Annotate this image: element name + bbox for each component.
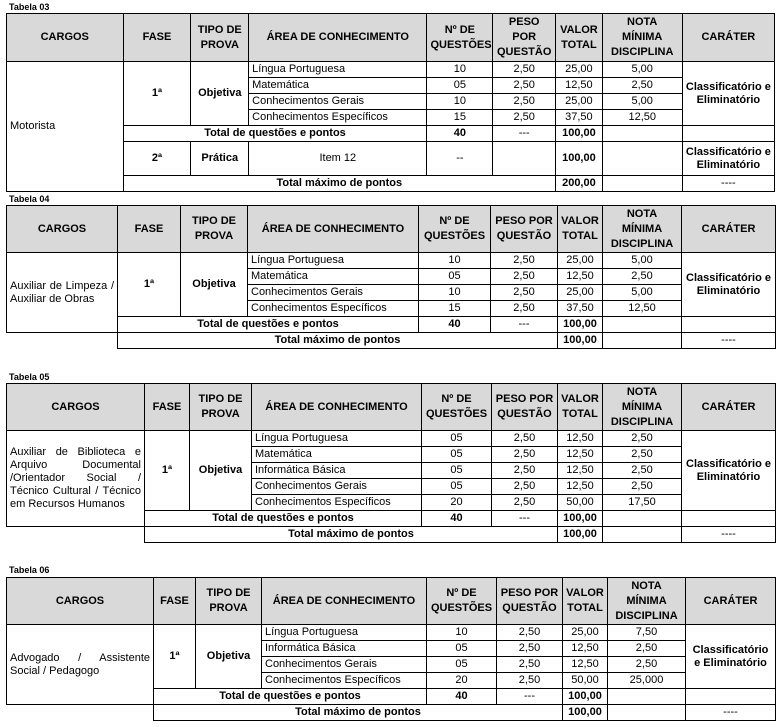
peso-cell: 2,50 bbox=[491, 301, 558, 317]
nota-cell: 5,00 bbox=[602, 94, 682, 110]
table-03-title: Tabela 03 bbox=[9, 2, 50, 12]
header-valor: VALOR TOTAL bbox=[563, 578, 608, 625]
header-num: Nº DE QUESTÕES bbox=[427, 14, 493, 62]
total-valor: 200,00 bbox=[556, 176, 603, 192]
valor-cell: 12,50 bbox=[558, 447, 603, 463]
area-cell: Informática Básica bbox=[262, 641, 427, 657]
area-cell: Língua Portuguesa bbox=[248, 253, 419, 269]
total-carater: ---- bbox=[682, 176, 774, 192]
num-cell: 05 bbox=[427, 78, 493, 94]
valor-cell: 12,50 bbox=[563, 657, 608, 673]
valor-cell: 25,00 bbox=[563, 625, 608, 641]
header-fase: FASE bbox=[118, 206, 181, 253]
valor-cell: 12,50 bbox=[558, 463, 603, 479]
nota-cell: 2,50 bbox=[603, 447, 682, 463]
header-cargos: CARGOS bbox=[7, 384, 145, 431]
total-label: Total máximo de pontos bbox=[118, 333, 558, 349]
fase-cell: 1ª bbox=[154, 625, 196, 689]
header-tipo: TIPO DE PROVA bbox=[190, 384, 252, 431]
valor-cell: 50,00 bbox=[563, 673, 608, 689]
empty-cell bbox=[682, 511, 776, 527]
nota-cell: 17,50 bbox=[603, 495, 682, 511]
area-cell: Informática Básica bbox=[252, 463, 422, 479]
table-03 bbox=[6, 13, 775, 192]
subtotal-valor: 100,00 bbox=[563, 689, 608, 705]
peso-cell: 2,50 bbox=[497, 641, 563, 657]
header-carater: CARÁTER bbox=[682, 206, 776, 253]
total-valor: 100,00 bbox=[558, 527, 603, 543]
empty-cell bbox=[608, 705, 686, 721]
nota-cell: 2,50 bbox=[603, 463, 682, 479]
num-cell: 15 bbox=[427, 110, 493, 126]
area-cell: Conhecimentos Gerais bbox=[252, 479, 422, 495]
subtotal-valor: 100,00 bbox=[558, 511, 603, 527]
peso-cell: 2,50 bbox=[491, 253, 558, 269]
peso-cell: 2,50 bbox=[497, 673, 563, 689]
area-cell: Item 12 bbox=[249, 142, 427, 176]
valor-cell: 12,50 bbox=[558, 269, 603, 285]
table-05-title: Tabela 05 bbox=[9, 372, 50, 382]
fase-cell: 1ª bbox=[123, 62, 191, 126]
total-label: Total máximo de pontos bbox=[154, 705, 563, 721]
area-cell: Conhecimentos Gerais bbox=[248, 285, 419, 301]
tipo-cell: Objetiva bbox=[196, 625, 262, 689]
valor-cell: 12,50 bbox=[556, 78, 603, 94]
subtotal-num: 40 bbox=[419, 317, 491, 333]
area-cell: Conhecimentos Gerais bbox=[262, 657, 427, 673]
table-row bbox=[7, 62, 775, 78]
table-row bbox=[7, 253, 776, 269]
carater-cell: Classificatório e Eliminatório bbox=[682, 62, 774, 126]
peso-cell: 2,50 bbox=[493, 110, 556, 126]
area-cell: Língua Portuguesa bbox=[249, 62, 427, 78]
subtotal-num: 40 bbox=[427, 689, 497, 705]
nota-cell: 2,50 bbox=[608, 657, 686, 673]
num-cell: 20 bbox=[427, 673, 497, 689]
area-cell: Língua Portuguesa bbox=[262, 625, 427, 641]
valor-cell: 37,50 bbox=[556, 110, 603, 126]
nota-cell: 25,000 bbox=[608, 673, 686, 689]
header-tipo: TIPO DE PROVA bbox=[181, 206, 248, 253]
tipo-cell: Objetiva bbox=[181, 253, 248, 317]
total-row bbox=[7, 705, 776, 721]
header-num: Nº DE QUESTÕES bbox=[427, 578, 497, 625]
header-nota: NOTA MÍNIMA DISCIPLINA bbox=[608, 578, 686, 625]
nota-cell: 2,50 bbox=[602, 78, 682, 94]
subtotal-label: Total de questões e pontos bbox=[145, 511, 422, 527]
subtotal-valor: 100,00 bbox=[558, 317, 603, 333]
num-cell: 10 bbox=[419, 285, 491, 301]
total-carater: ---- bbox=[686, 705, 776, 721]
empty-cell bbox=[686, 689, 776, 705]
area-cell: Conhecimentos Específicos bbox=[249, 110, 427, 126]
tipo-cell: Objetiva bbox=[191, 62, 249, 126]
fase-cell: 1ª bbox=[118, 253, 181, 317]
header-peso: PESO POR QUESTÃO bbox=[493, 14, 556, 62]
table-06 bbox=[6, 577, 776, 721]
header-nota: NOTA MÍNIMA DISCIPLINA bbox=[603, 206, 682, 253]
num-cell: -- bbox=[427, 142, 493, 176]
header-cargos: CARGOS bbox=[7, 14, 124, 62]
total-valor: 100,00 bbox=[563, 705, 608, 721]
nota-cell: 2,50 bbox=[603, 269, 682, 285]
header-carater: CARÁTER bbox=[686, 578, 776, 625]
area-cell: Conhecimentos Específicos bbox=[248, 301, 419, 317]
cargo-cell: Auxiliar de Biblioteca e Arquivo Documental /Orientador Social / Técnico Cultural / Técnico em Recursos Humanos bbox=[7, 431, 145, 527]
empty-cell bbox=[603, 527, 682, 543]
peso-cell: 2,50 bbox=[497, 657, 563, 673]
valor-cell: 50,00 bbox=[558, 495, 603, 511]
total-carater: ---- bbox=[682, 333, 776, 349]
area-cell: Língua Portuguesa bbox=[252, 431, 422, 447]
empty-cell bbox=[682, 317, 776, 333]
subtotal-peso: --- bbox=[491, 317, 558, 333]
subtotal-label: Total de questões e pontos bbox=[154, 689, 427, 705]
num-cell: 15 bbox=[419, 301, 491, 317]
header-tipo: TIPO DE PROVA bbox=[191, 14, 249, 62]
peso-cell: 2,50 bbox=[497, 625, 563, 641]
num-cell: 20 bbox=[422, 495, 492, 511]
num-cell: 10 bbox=[419, 253, 491, 269]
total-row bbox=[7, 527, 776, 543]
empty-cell bbox=[602, 126, 682, 142]
empty-cell bbox=[608, 689, 686, 705]
empty-cell bbox=[493, 142, 556, 176]
total-row bbox=[7, 333, 776, 349]
carater-cell: Classificatório e Eliminatório bbox=[682, 431, 776, 511]
subtotal-peso: --- bbox=[497, 689, 563, 705]
table-04 bbox=[6, 205, 776, 349]
peso-cell: 2,50 bbox=[492, 463, 558, 479]
num-cell: 05 bbox=[419, 269, 491, 285]
valor-cell: 25,00 bbox=[556, 94, 603, 110]
nota-cell: 2,50 bbox=[608, 641, 686, 657]
header-area: ÁREA DE CONHECIMENTO bbox=[252, 384, 422, 431]
valor-cell: 37,50 bbox=[558, 301, 603, 317]
num-cell: 05 bbox=[427, 657, 497, 673]
area-cell: Matemática bbox=[248, 269, 419, 285]
peso-cell: 2,50 bbox=[491, 285, 558, 301]
header-tipo: TIPO DE PROVA bbox=[196, 578, 262, 625]
area-cell: Conhecimentos Gerais bbox=[249, 94, 427, 110]
num-cell: 10 bbox=[427, 94, 493, 110]
header-num: Nº DE QUESTÕES bbox=[422, 384, 492, 431]
nota-cell: 5,00 bbox=[603, 253, 682, 269]
cargo-cell: Motorista bbox=[7, 62, 124, 192]
subtotal-num: 40 bbox=[427, 126, 493, 142]
header-fase: FASE bbox=[145, 384, 190, 431]
header-cargos: CARGOS bbox=[7, 206, 118, 253]
subtotal-num: 40 bbox=[422, 511, 492, 527]
subtotal-row bbox=[7, 317, 776, 333]
empty-cell bbox=[602, 176, 682, 192]
num-cell: 05 bbox=[422, 447, 492, 463]
empty-cell bbox=[603, 317, 682, 333]
cargo-cell: Auxiliar de Limpeza / Auxiliar de Obras bbox=[7, 253, 118, 333]
area-cell: Conhecimentos Específicos bbox=[252, 495, 422, 511]
peso-cell: 2,50 bbox=[492, 447, 558, 463]
subtotal-label: Total de questões e pontos bbox=[123, 126, 427, 142]
header-fase: FASE bbox=[123, 14, 191, 62]
num-cell: 05 bbox=[427, 641, 497, 657]
valor-cell: 12,50 bbox=[558, 431, 603, 447]
peso-cell: 2,50 bbox=[493, 62, 556, 78]
num-cell: 05 bbox=[422, 463, 492, 479]
header-fase: FASE bbox=[154, 578, 196, 625]
carater-cell: Classificatório e Eliminatório bbox=[682, 253, 776, 317]
area-cell: Matemática bbox=[249, 78, 427, 94]
header-area: ÁREA DE CONHECIMENTO bbox=[248, 206, 419, 253]
fase-cell: 2ª bbox=[123, 142, 191, 176]
table-row bbox=[7, 625, 776, 641]
nota-cell: 12,50 bbox=[603, 301, 682, 317]
empty-cell bbox=[603, 333, 682, 349]
subtotal-peso: --- bbox=[493, 126, 556, 142]
tipo-cell: Objetiva bbox=[190, 431, 252, 511]
header-valor: VALOR TOTAL bbox=[558, 384, 603, 431]
table-row bbox=[7, 431, 776, 447]
carater-cell: Classificatório e Eliminatório bbox=[682, 142, 774, 176]
nota-cell: 12,50 bbox=[602, 110, 682, 126]
header-peso: PESO POR QUESTÃO bbox=[491, 206, 558, 253]
empty-cell bbox=[7, 527, 145, 543]
peso-cell: 2,50 bbox=[492, 495, 558, 511]
fase-cell: 1ª bbox=[145, 431, 190, 511]
total-label: Total máximo de pontos bbox=[145, 527, 558, 543]
num-cell: 05 bbox=[422, 431, 492, 447]
cargo-cell: Advogado / Assistente Social / Pedagogo bbox=[7, 625, 154, 705]
nota-cell: 2,50 bbox=[603, 431, 682, 447]
header-num: Nº DE QUESTÕES bbox=[419, 206, 491, 253]
area-cell: Conhecimentos Específicos bbox=[262, 673, 427, 689]
num-cell: 05 bbox=[422, 479, 492, 495]
header-area: ÁREA DE CONHECIMENTO bbox=[249, 14, 427, 62]
num-cell: 10 bbox=[427, 62, 493, 78]
valor-cell: 12,50 bbox=[563, 641, 608, 657]
nota-cell: 5,00 bbox=[603, 285, 682, 301]
nota-cell: 7,50 bbox=[608, 625, 686, 641]
num-cell: 10 bbox=[427, 625, 497, 641]
header-carater: CARÁTER bbox=[682, 384, 776, 431]
valor-cell: 100,00 bbox=[556, 142, 603, 176]
table-05 bbox=[6, 383, 776, 543]
header-area: ÁREA DE CONHECIMENTO bbox=[262, 578, 427, 625]
table-06-title: Tabela 06 bbox=[9, 565, 50, 575]
subtotal-valor: 100,00 bbox=[556, 126, 603, 142]
empty-cell bbox=[603, 511, 682, 527]
peso-cell: 2,50 bbox=[492, 479, 558, 495]
valor-cell: 25,00 bbox=[558, 285, 603, 301]
empty-cell bbox=[7, 705, 154, 721]
peso-cell: 2,50 bbox=[492, 431, 558, 447]
carater-cell: Classificatório e Eliminatório bbox=[686, 625, 776, 689]
valor-cell: 12,50 bbox=[558, 479, 603, 495]
header-nota: NOTA MÍNIMA DISCIPLINA bbox=[603, 384, 682, 431]
header-valor: VALOR TOTAL bbox=[556, 14, 603, 62]
peso-cell: 2,50 bbox=[493, 78, 556, 94]
empty-cell bbox=[7, 333, 118, 349]
header-peso: PESO POR QUESTÃO bbox=[497, 578, 563, 625]
empty-cell bbox=[602, 142, 682, 176]
total-carater: ---- bbox=[682, 527, 776, 543]
valor-cell: 25,00 bbox=[556, 62, 603, 78]
tipo-cell: Prática bbox=[191, 142, 249, 176]
valor-cell: 25,00 bbox=[558, 253, 603, 269]
subtotal-label: Total de questões e pontos bbox=[118, 317, 419, 333]
peso-cell: 2,50 bbox=[493, 94, 556, 110]
nota-cell: 5,00 bbox=[602, 62, 682, 78]
total-label: Total máximo de pontos bbox=[123, 176, 556, 192]
header-nota: NOTA MÍNIMA DISCIPLINA bbox=[602, 14, 682, 62]
area-cell: Matemática bbox=[252, 447, 422, 463]
header-carater: CARÁTER bbox=[682, 14, 774, 62]
nota-cell: 2,50 bbox=[603, 479, 682, 495]
peso-cell: 2,50 bbox=[491, 269, 558, 285]
header-cargos: CARGOS bbox=[7, 578, 154, 625]
total-valor: 100,00 bbox=[558, 333, 603, 349]
header-peso: PESO POR QUESTÃO bbox=[492, 384, 558, 431]
subtotal-peso: --- bbox=[492, 511, 558, 527]
empty-cell bbox=[682, 126, 774, 142]
header-valor: VALOR TOTAL bbox=[558, 206, 603, 253]
table-04-title: Tabela 04 bbox=[9, 194, 50, 204]
